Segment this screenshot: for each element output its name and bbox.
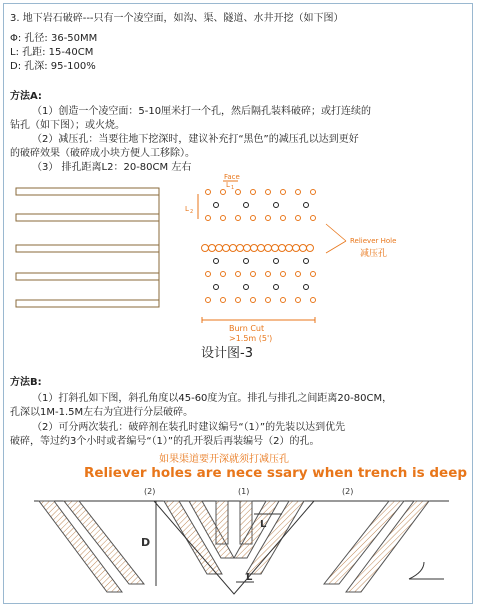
reliever-hole	[214, 259, 219, 264]
blast-hole	[266, 190, 271, 195]
blast-hole	[221, 298, 226, 303]
reliever-hole	[304, 203, 309, 208]
section-heading: 3. 地下岩石破碎---只有一个凌空面，如沟、渠、隧道、水井开挖（如下图）	[10, 13, 344, 24]
wall-strips	[16, 188, 159, 307]
right-outer-holes	[324, 501, 429, 592]
blast-hole	[311, 216, 316, 221]
blast-hole	[281, 298, 286, 303]
burn-cut-hole	[279, 245, 286, 252]
blast-hole	[281, 272, 286, 277]
method-a-p1-line2: 钻孔（如下图）；或火烧。	[10, 120, 125, 131]
reliever-hole	[214, 285, 219, 290]
spec-depth: D: 孔深: 95-100%	[10, 61, 96, 72]
burn-cut-hole	[286, 245, 293, 252]
burn-cut-hole	[202, 245, 209, 252]
burn-cut-hole	[258, 245, 265, 252]
figure2-en-title: Reliever holes are nece ssary when trench is deep	[84, 465, 468, 481]
method-a-p2-line1: （2）减压孔：当要往地下挖深时，建议补充打“黑色”的减压孔以达到更好	[32, 134, 359, 145]
method-a-p1-line1: （1）创造一个凌空面：5-10厘米打一个孔，然后隔孔装料破碎；或打连续的	[32, 106, 372, 117]
burn-cut-sublabel: >1.5m (5')	[229, 334, 273, 343]
blast-hole	[251, 272, 256, 277]
reliever-hole	[274, 285, 279, 290]
burn-cut-hole	[272, 245, 279, 252]
burn-cut-hole	[251, 245, 258, 252]
l1-label: L	[226, 181, 230, 189]
reliever-pointer-line-2	[326, 241, 346, 253]
blast-hole	[281, 190, 286, 195]
reliever-hole	[274, 259, 279, 264]
hole-grid	[202, 190, 316, 303]
l2-label: L	[185, 205, 189, 213]
blast-hole	[251, 298, 256, 303]
blast-hole	[236, 190, 241, 195]
burn-cut-hole	[230, 245, 237, 252]
reliever-hole	[244, 203, 249, 208]
blast-hole	[251, 190, 256, 195]
blast-hole	[206, 190, 211, 195]
reliever-hole	[244, 259, 249, 264]
method-b-p2-line1: （2）可分两次装孔：破碎剂在装孔时建议编号“（1）”的先装以达到优先	[32, 422, 346, 433]
method-b-p2-line2: 破碎，等过约3个小时或者编号“（1）”的孔开裂后再装编号（2）的孔。	[10, 436, 320, 447]
burn-cut-hole	[300, 245, 307, 252]
blast-hole	[296, 190, 301, 195]
spec-diameter: Φ: 孔径: 36-50MM	[10, 33, 98, 44]
reliever-hole	[304, 259, 309, 264]
blast-hole	[311, 272, 316, 277]
blast-hole	[296, 216, 301, 221]
burn-cut-hole	[237, 245, 244, 252]
reliever-hole	[244, 285, 249, 290]
blast-hole	[221, 190, 226, 195]
blast-hole	[251, 216, 256, 221]
l-label-bottom: L	[246, 572, 253, 583]
burn-cut-hole	[209, 245, 216, 252]
method-a-p3: （3） 排孔距离L2：20-80CM 左右	[32, 162, 192, 173]
blast-hole	[296, 298, 301, 303]
blast-hole	[236, 298, 241, 303]
blast-hole	[221, 272, 226, 277]
figure-caption: 设计图-3	[201, 346, 253, 361]
blast-hole	[236, 216, 241, 221]
blast-hole	[266, 298, 271, 303]
method-b-title: 方法B:	[10, 377, 42, 388]
left-outer-holes	[39, 501, 144, 592]
burn-cut-label: Burn Cut	[229, 324, 265, 333]
label-left-2: (2)	[144, 487, 156, 496]
label-right-2: (2)	[342, 487, 354, 496]
burn-cut-hole	[307, 245, 314, 252]
l-label-top: L	[260, 519, 267, 530]
burn-cut-hole	[223, 245, 230, 252]
label-mid-1: (1)	[238, 487, 250, 496]
reliever-hole	[214, 203, 219, 208]
blast-hole	[236, 272, 241, 277]
method-a-p2-line2: 的破碎效果（破碎成小块方便人工移除）。	[10, 148, 195, 159]
blast-hole	[296, 272, 301, 277]
l2-subscript: 2	[190, 209, 194, 215]
document-page	[3, 3, 473, 604]
method-b-p1-line2: 孔深以1M-1.5M左右为宜进行分层破碎。	[10, 407, 194, 418]
burn-cut-hole	[244, 245, 251, 252]
angle-arc	[409, 562, 424, 579]
blast-hole	[266, 216, 271, 221]
reliever-hole-cn-label: 减压孔	[360, 249, 388, 259]
blast-hole	[311, 298, 316, 303]
blast-hole	[266, 272, 271, 277]
figure2-cn-title: 如果渠道要开深就须打减压孔	[159, 454, 289, 465]
method-b-p1-line1: （1）打斜孔如下图，斜孔角度以45-60度为宜。排孔与排孔之间距离20-80CM，	[32, 393, 393, 404]
blast-hole	[206, 272, 211, 277]
blast-hole	[206, 216, 211, 221]
trench-diagram	[4, 484, 474, 604]
spec-spacing: L: 孔距: 15-40CM	[10, 47, 94, 58]
depth-label: D	[141, 536, 151, 549]
face-label: Face	[224, 173, 240, 181]
blast-hole	[311, 190, 316, 195]
reliever-hole	[274, 203, 279, 208]
burn-cut-hole	[293, 245, 300, 252]
burn-cut-hole	[265, 245, 272, 252]
blast-hole	[206, 298, 211, 303]
burn-cut-hole	[216, 245, 223, 252]
method-a-title: 方法A:	[10, 91, 42, 102]
hole-pattern-diagram	[4, 169, 474, 349]
blast-hole	[281, 216, 286, 221]
reliever-hole-label: Reliever Hole	[350, 237, 397, 245]
reliever-hole	[304, 285, 309, 290]
l1-subscript: 1	[231, 185, 235, 191]
blast-hole	[221, 216, 226, 221]
reliever-pointer-line	[326, 224, 346, 241]
